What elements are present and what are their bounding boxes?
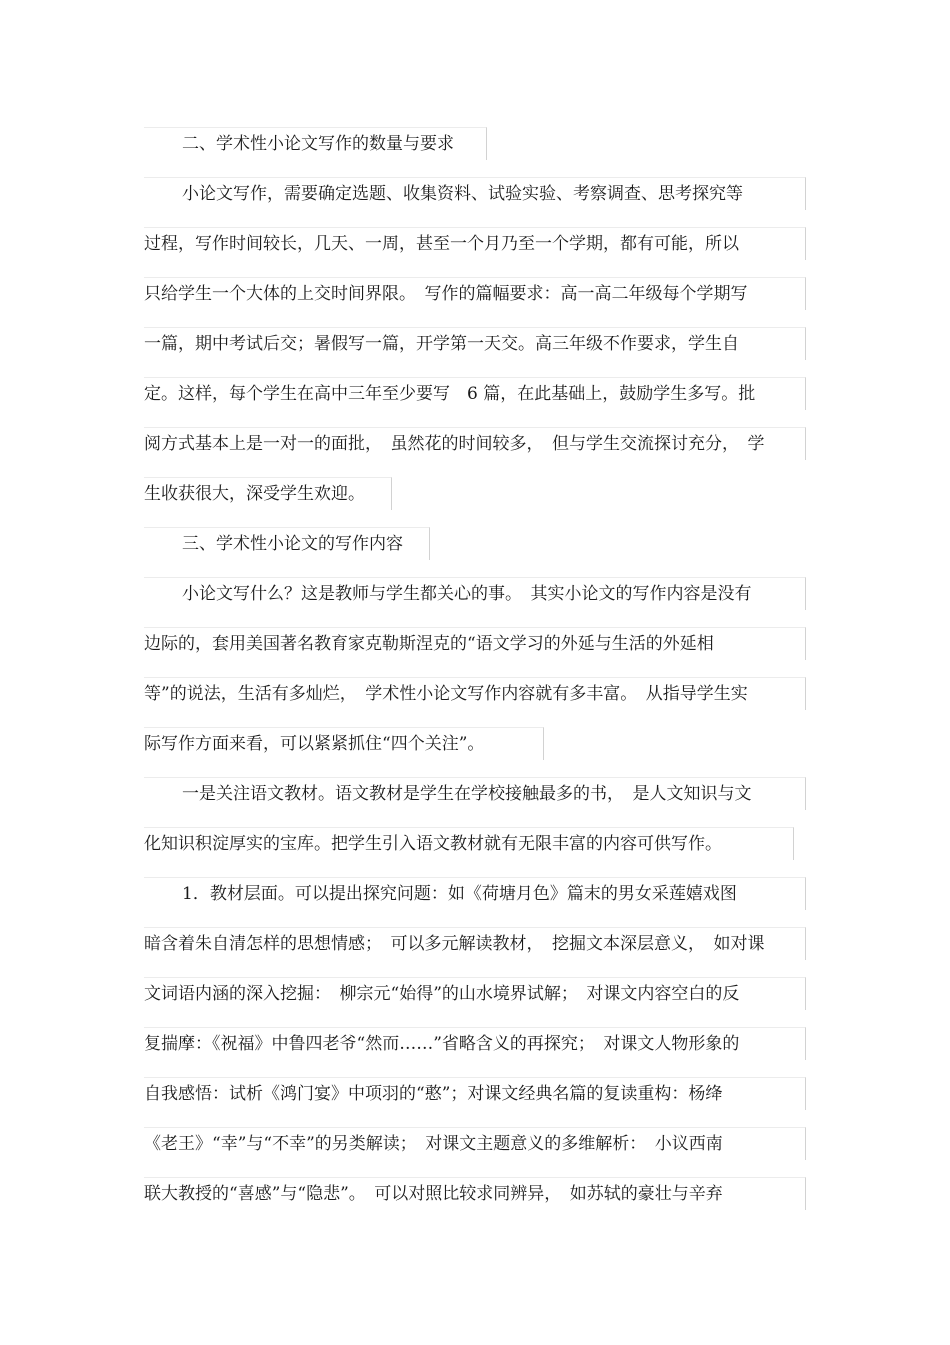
paragraph-line: 阅方式基本上是一对一的面批， 虽然花的时间较多， 但与学生交流探讨充分， 学 [144,427,806,460]
paragraph-line: 小论文写什么？这是教师与学生都关心的事。 其实小论文的写作内容是没有 [144,577,806,610]
heading-section-3: 三、学术性小论文的写作内容 [144,527,430,560]
paragraph-line: 生收获很大，深受学生欢迎。 [144,477,392,510]
paragraph-line: 《老王》“幸”与“不幸”的另类解读； 对课文主题意义的多维解析： 小议西南 [144,1127,806,1160]
paragraph-line: 一篇，期中考试后交；暑假写一篇，开学第一天交。高三年级不作要求，学生自 [144,327,806,360]
heading-section-2: 二、学术性小论文写作的数量与要求 [144,127,487,160]
paragraph-line: 一是关注语文教材。语文教材是学生在学校接触最多的书， 是人文知识与文 [144,777,806,810]
paragraph-line: 过程，写作时间较长，几天、一周，甚至一个月乃至一个学期，都有可能，所以 [144,227,806,260]
paragraph-line: 只给学生一个大体的上交时间界限。 写作的篇幅要求：高一高二年级每个学期写 [144,277,806,310]
paragraph-line: 文词语内涵的深入挖掘： 柳宗元“始得”的山水境界试解； 对课文内容空白的反 [144,977,806,1010]
paragraph-line: 联大教授的“喜感”与“隐悲”。 可以对照比较求同辨异， 如苏轼的豪壮与辛弃 [144,1177,806,1210]
list-item-teaching-material: 1．教材层面。可以提出探究问题：如《荷塘月色》篇末的男女采莲嬉戏图 [144,877,806,910]
paragraph-line: 边际的，套用美国著名教育家克勒斯涅克的“语文学习的外延与生活的外延相 [144,627,806,660]
paragraph-line: 复揣摩：《祝福》中鲁四老爷“然而……”省略含义的再探究； 对课文人物形象的 [144,1027,806,1060]
paragraph-line: 定。这样，每个学生在高中三年至少要写 6 篇，在此基础上，鼓励学生多写。批 [144,377,806,410]
paragraph-line: 暗含着朱自清怎样的思想情感； 可以多元解读教材， 挖掘文本深层意义， 如对课 [144,927,806,960]
paragraph-line: 际写作方面来看，可以紧紧抓住“四个关注”。 [144,727,544,760]
paragraph-line: 小论文写作，需要确定选题、收集资料、试验实验、考察调查、思考探究等 [144,177,806,210]
paragraph-line: 化知识积淀厚实的宝库。把学生引入语文教材就有无限丰富的内容可供写作。 [144,827,794,860]
paragraph-line: 自我感悟：试析《鸿门宴》中项羽的“憨”；对课文经典名篇的复读重构：杨绛 [144,1077,806,1110]
paragraph-line: 等”的说法，生活有多灿烂， 学术性小论文写作内容就有多丰富。 从指导学生实 [144,677,806,710]
